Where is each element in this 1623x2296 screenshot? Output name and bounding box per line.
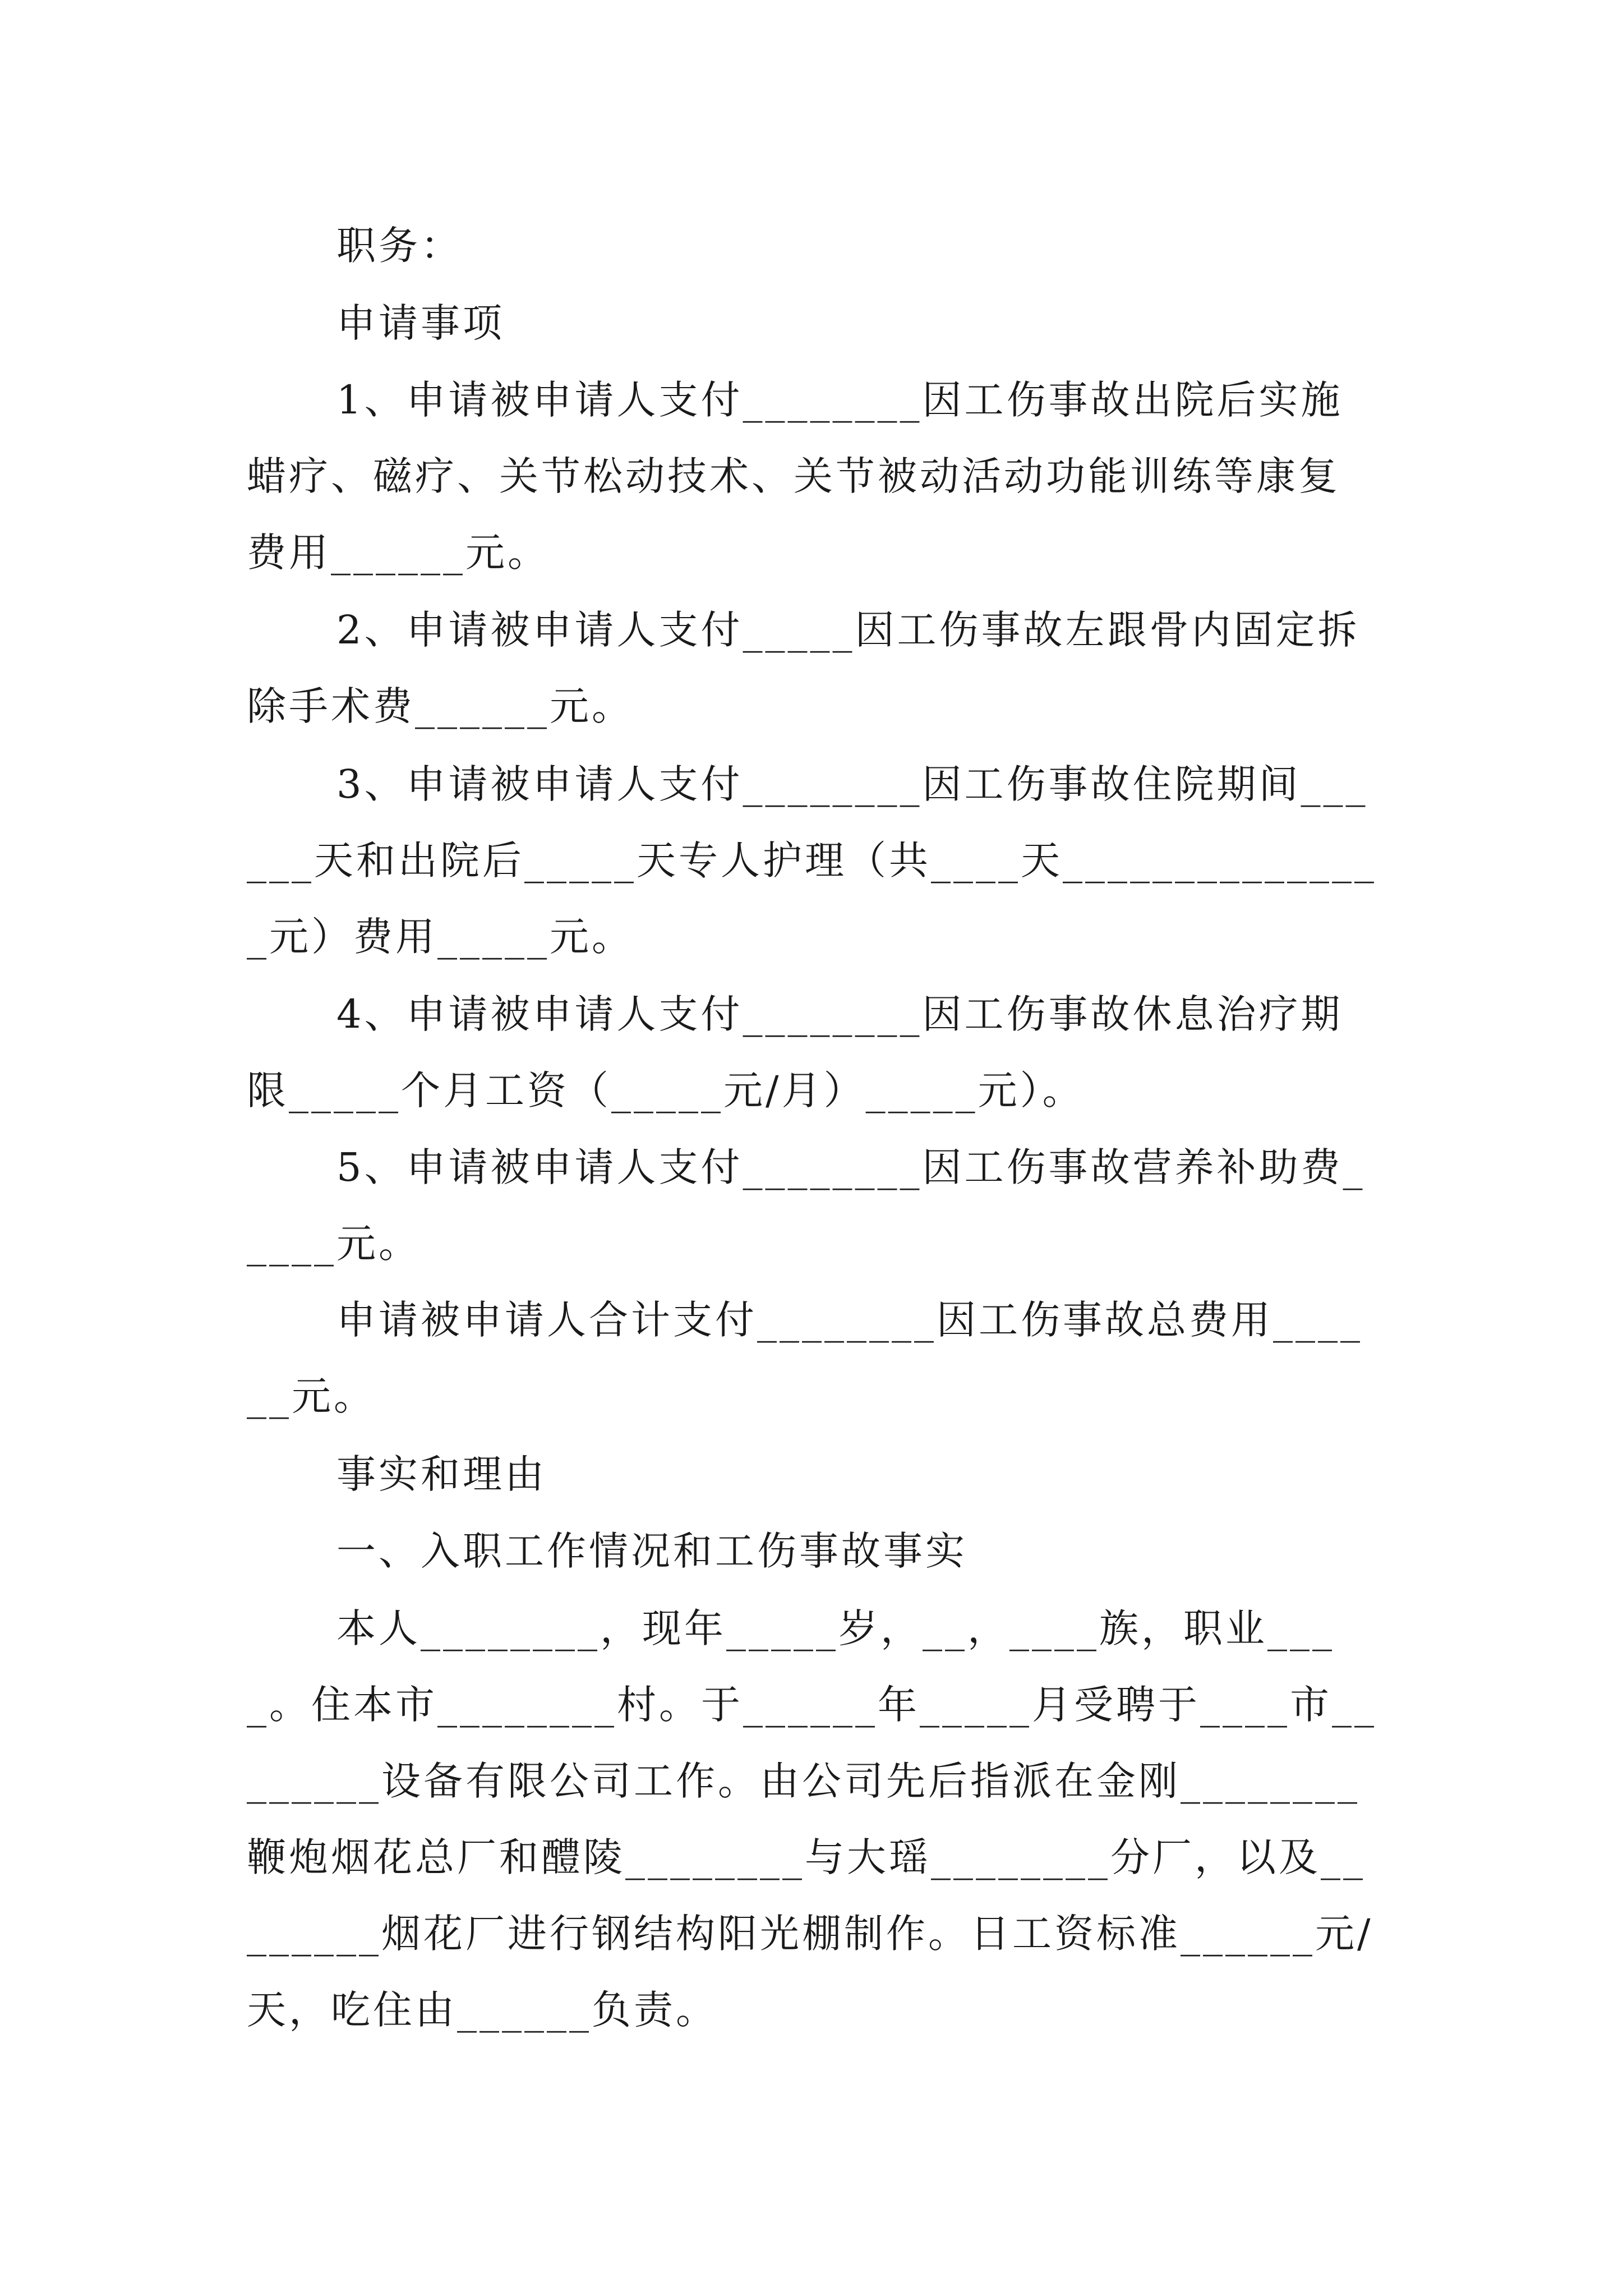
paragraph-text: 3、申请被申请人支付________因工伤事故住院期间______天和出院后_____天专人护理（共____天_______________元）费用_____元。 <box>247 761 1377 960</box>
paragraph-text: 一、入职工作情况和工伤事故事实 <box>336 1528 967 1574</box>
paragraph-item-4 <box>247 976 1380 1129</box>
paragraph-item-1 <box>247 362 1380 591</box>
paragraph-item-2 <box>247 592 1380 744</box>
paragraph-position-label <box>247 208 1380 284</box>
paragraph-item-3 <box>247 746 1380 975</box>
paragraph-text: 1、申请被申请人支付________因工伤事故出院后实施蜡疗、磁疗、关节松动技术、关节被动活动功能训练等康复费用______元。 <box>247 377 1343 576</box>
paragraph-personal-facts <box>247 1590 1380 2048</box>
paragraph-text: 事实和理由 <box>336 1451 547 1497</box>
subsection-heading-employment-injury <box>247 1513 1380 1589</box>
section-heading-application-items <box>247 285 1380 361</box>
paragraph-text: 5、申请被申请人支付________因工伤事故营养补助费_____元。 <box>247 1144 1366 1267</box>
paragraph-text: 4、申请被申请人支付________因工伤事故休息治疗期限_____个月工资（_____元/月）_____元）。 <box>247 991 1343 1114</box>
paragraph-text: 申请事项 <box>336 300 505 346</box>
paragraph-text: 本人________，现年_____岁，__，____族，职业____。住本市________村。于______年_____月受聘于____市________设备有限公司工作。由公司先后指派在金刚________鞭炮烟花总厂和醴陵________与大瑶________分厂，以及________烟花厂进行钢结构阳光棚制作。日工资标准______元/天，吃住由______负责。 <box>247 1605 1377 2033</box>
section-heading-facts-reasons <box>247 1436 1380 1512</box>
paragraph-total <box>247 1282 1380 1434</box>
paragraph-text: 2、申请被申请人支付_____因工伤事故左跟骨内固定拆除手术费______元。 <box>247 607 1360 729</box>
paragraph-text: 职务： <box>336 223 463 269</box>
paragraph-item-5 <box>247 1129 1380 1282</box>
paragraph-text: 申请被申请人合计支付________因工伤事故总费用______元。 <box>247 1297 1363 1419</box>
